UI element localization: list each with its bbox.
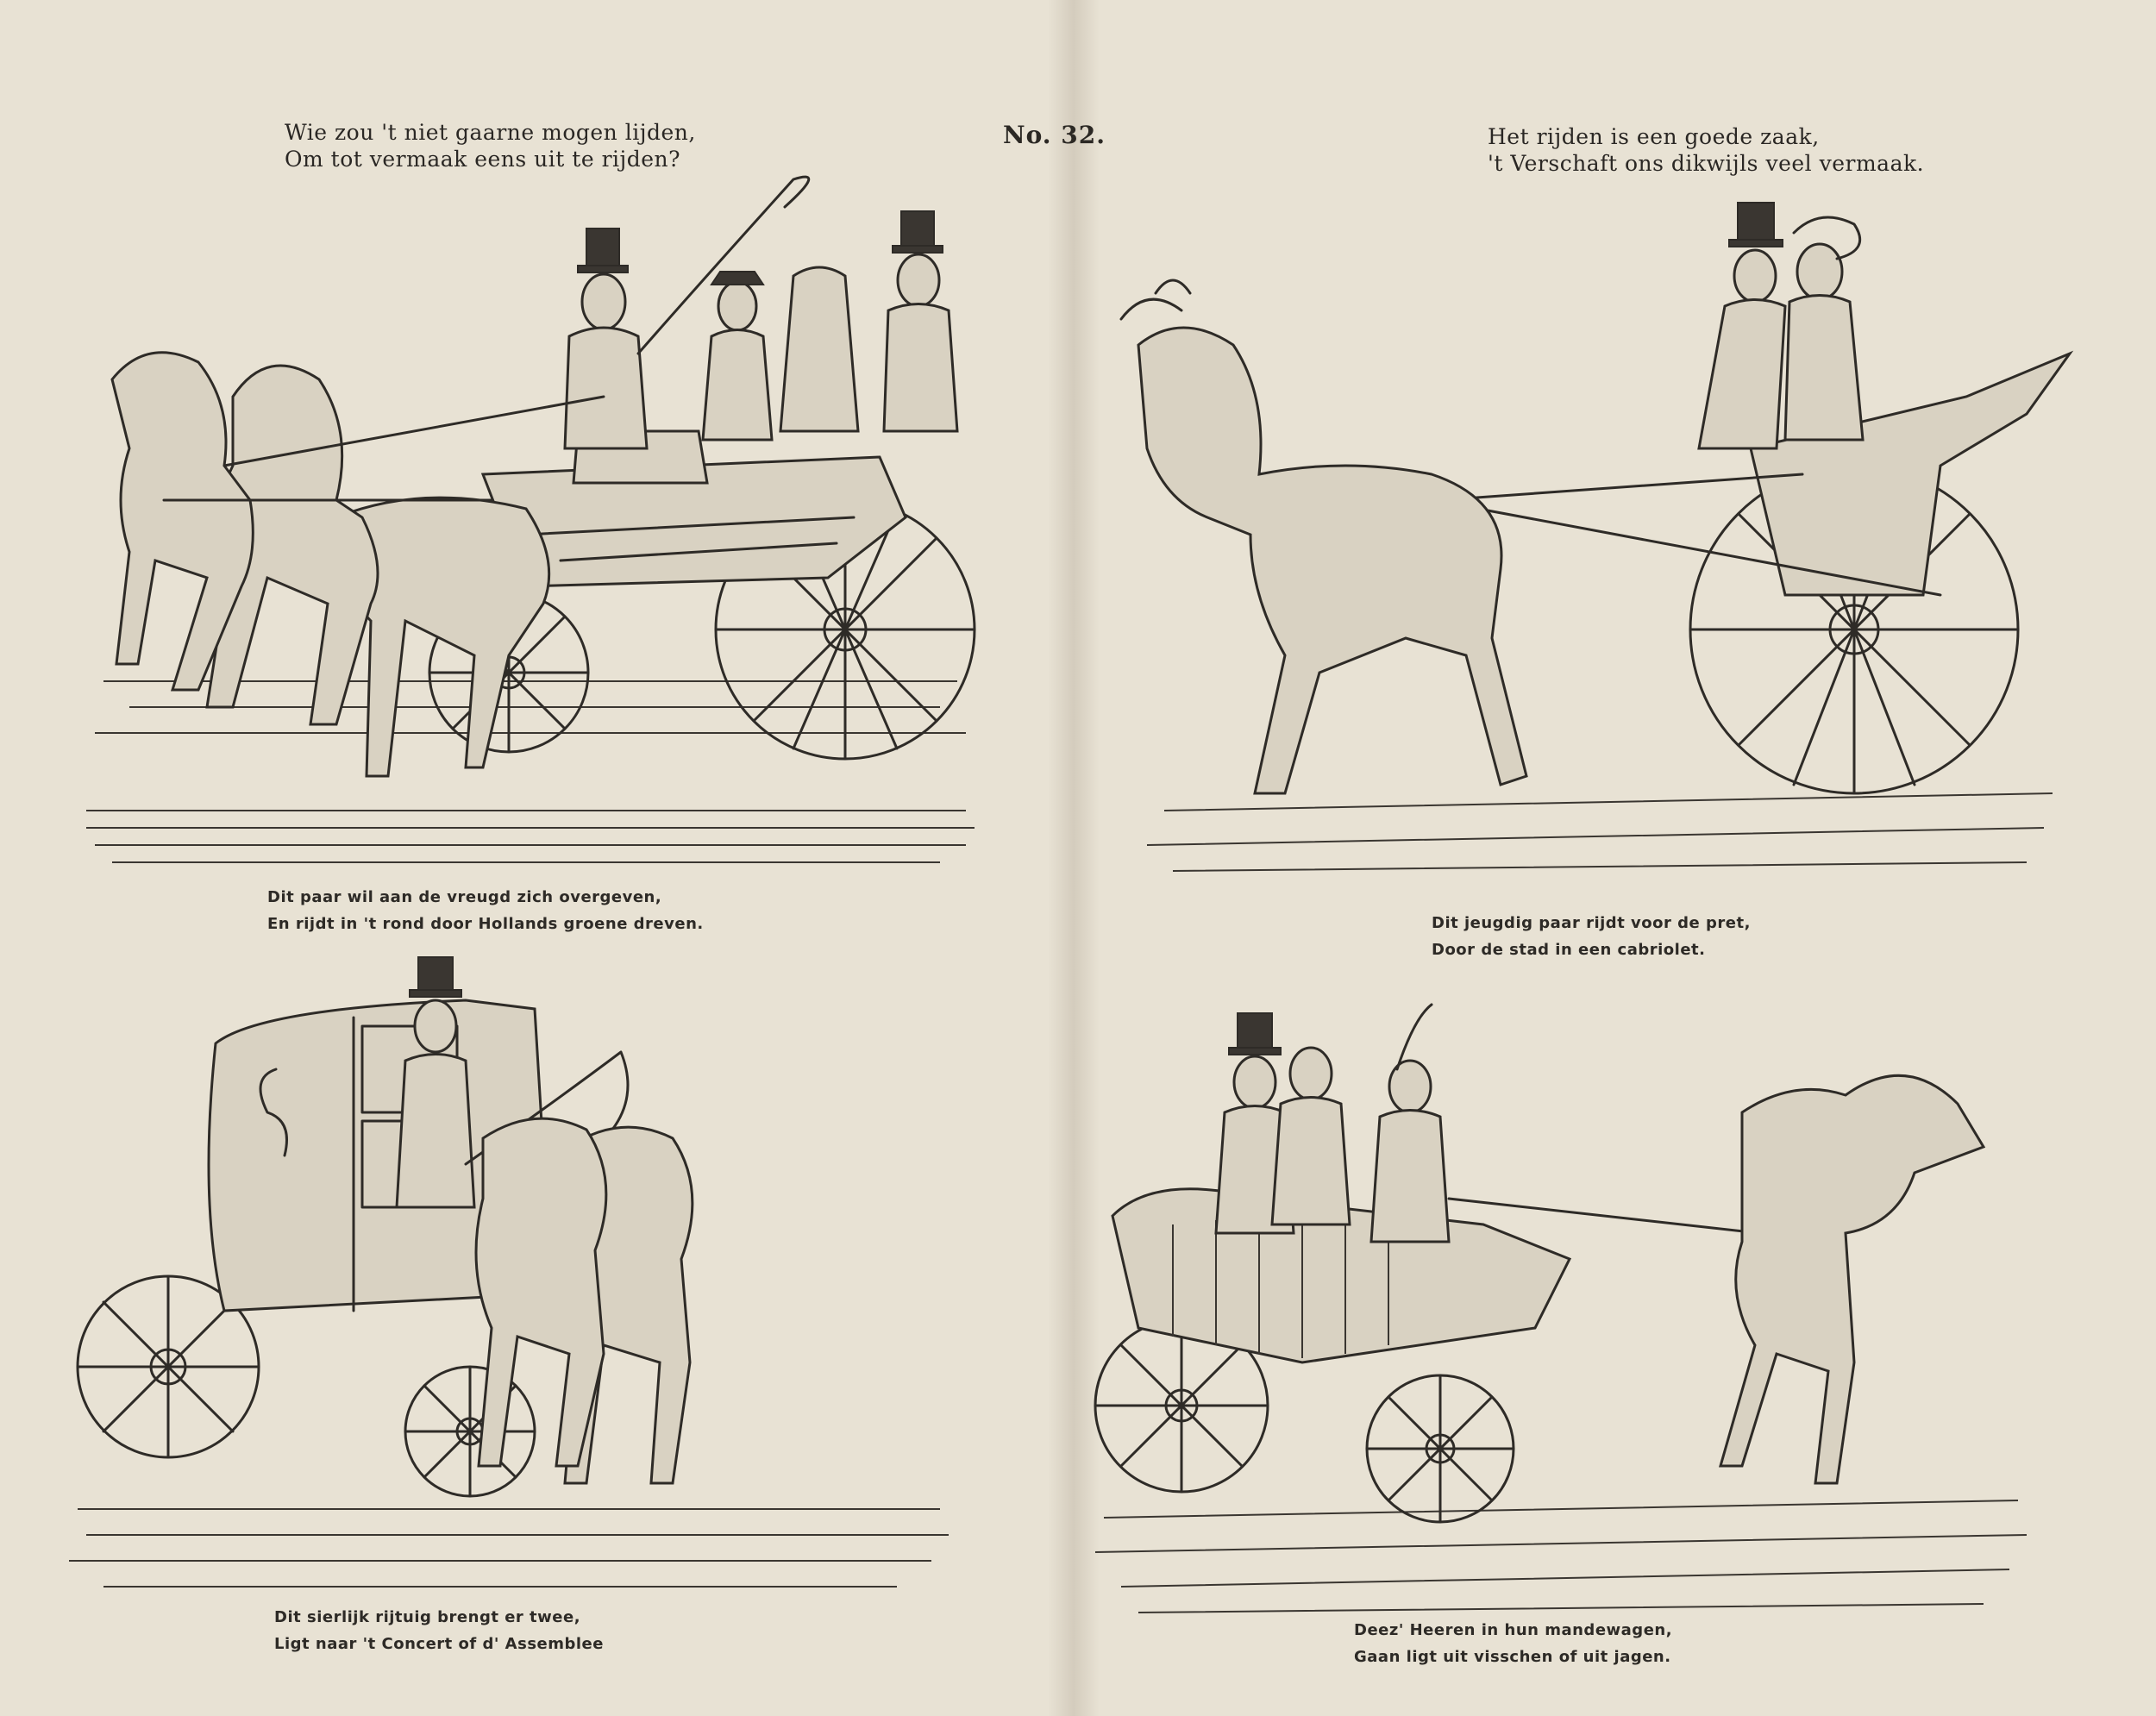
caption-bottom-right [1354,1617,1672,1670]
illustration-two-horse-carriage [78,172,1018,880]
caption-line: Door de stad in een cabriolet. [1432,941,1706,959]
top-left-verse [285,119,696,172]
caption-line: Dit sierlijk rijtuig brengt er twee, [274,1608,581,1626]
caption-top-right [1432,910,1751,963]
caption-line: Dit jeugdig paar rijdt voor de pret, [1432,914,1751,932]
closed-coach-drawing [69,949,966,1604]
caption-line: Ligt naar 't Concert of d' Assemblee [274,1635,604,1653]
cabriolet-drawing [1061,190,2078,905]
caption-bottom-left [274,1604,604,1657]
caption-top-left [267,884,704,937]
caption-line: Deez' Heeren in hun mandewagen, [1354,1621,1673,1639]
illustration-basket-wagon [1087,1000,2053,1621]
two-horse-carriage-drawing [78,172,1018,880]
sheet-number: No. 32. [1003,121,1106,149]
top-right-verse [1488,123,1924,177]
illustration-closed-coach [69,949,966,1604]
caption-line: Dit paar wil aan de vreugd zich overgeven, [267,888,662,906]
verse-line: Het rijden is een goede zaak, [1488,124,1820,149]
verse-line: Om tot vermaak eens uit te rijden? [285,147,681,172]
caption-line: En rijdt in 't rond door Hollands groene dreven. [267,915,704,933]
illustration-cabriolet [1061,190,2078,905]
basket-wagon-drawing [1087,1000,2053,1621]
verse-line: Wie zou 't niet gaarne mogen lijden, [285,120,696,145]
verse-line: 't Verschaft ons dikwijls veel vermaak. [1488,151,1925,176]
caption-line: Gaan ligt uit visschen of uit jagen. [1354,1648,1671,1666]
